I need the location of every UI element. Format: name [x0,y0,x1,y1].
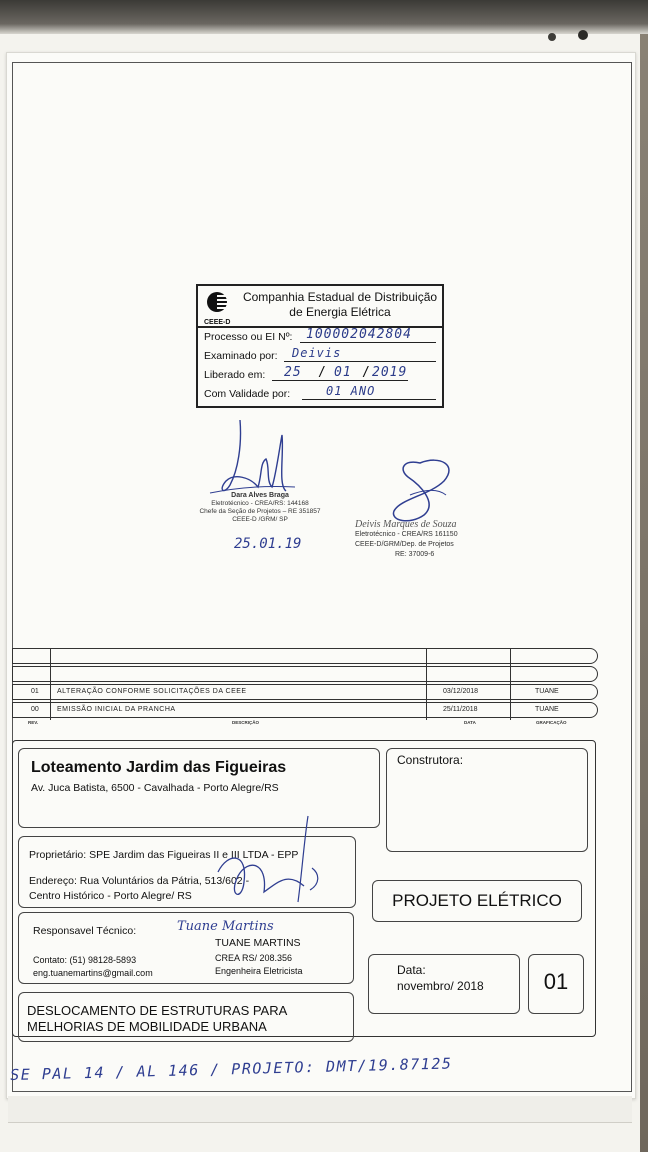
data-value: novembro/ 2018 [397,979,484,993]
projeto-label: PROJETO ELÉTRICO [392,891,562,910]
description-line1: DESLOCAMENTO DE ESTRUTURAS PARA [27,1003,288,1018]
company-line1: Companhia Estadual de Distribuição [242,290,438,304]
endereco-line2: Centro Histórico - Porto Alegre/ RS [29,890,192,902]
signature-right-scribble [380,455,460,525]
rev-header-rev: REV. [28,720,39,725]
rev-header-date: DATA [464,720,476,725]
rev-author: TUANE [535,688,559,695]
rev-header-desc: DESCRIÇÃO [232,720,260,725]
description-box [18,992,354,1042]
endereco-line1: Endereço: Rua Voluntários da Pátria, 513/602 - [29,875,250,887]
contato-email: eng.tuanemartins@gmail.com [33,968,153,978]
proprietario-text: Proprietário: SPE Jardim das Figueiras II e III LTDA - EPP [29,849,299,861]
rev-description: EMISSÃO INICIAL DA PRANCHA [57,706,176,713]
ceee-logo-icon [204,290,236,314]
rev-number: 00 [31,706,39,713]
sig-left-line2: Chefe da Seção de Projetos – RE 351857 [199,508,321,515]
sheet-number: 01 [543,969,569,994]
responsavel-label: Responsavel Técnico: [33,925,137,937]
responsavel-box [18,912,354,984]
data-box [368,954,520,1014]
construtora-label: Construtora: [397,753,464,767]
validade-value: 01 ANO [326,384,376,398]
stamp-company-name [238,290,442,320]
data-label: Data: [397,963,426,977]
under-sheet [8,1096,632,1123]
contato-phone: Contato: (51) 98128-5893 [33,955,137,965]
responsavel-name: TUANE MARTINS [215,937,301,949]
project-address: Av. Juca Batista, 6500 - Cavalhada - Porto Alegre/RS [31,782,279,794]
sig-left-line3: CEEE-D /GRM/ SP [232,516,288,523]
liberado-month: 01 [334,365,352,380]
binder-hole [578,30,588,40]
project-name: Loteamento Jardim das Figueiras [31,759,287,776]
stamp-validade-row [198,385,442,404]
rev-date: 03/12/2018 [443,688,479,695]
rev-col-divider [426,648,427,720]
rev-col-divider [510,648,511,720]
stamp-header [198,286,442,328]
processo-label: Processo ou EI Nº: [204,331,293,343]
construtora-box [386,748,588,852]
binder-hole [548,33,556,41]
sig-left-name: Dara Alves Braga [231,492,289,499]
stamp-liberado-row: Liberado em: 25 / 01 / 2019 [204,365,408,381]
liberado-year: 2019 [372,365,408,380]
rev-description: ALTERAÇÃO CONFORME SOLICITAÇÕES DA CEEE [57,688,247,695]
rev-header-author: GRAFICAÇÃO [536,720,567,725]
sig-left-line1: Eletrotécnico - CREA/RS: 144168 [211,500,309,507]
sig-right-line1: Eletrotécnico - CREA/RS 161150 [355,531,458,538]
validade-label: Com Validade por: [204,388,291,400]
rev-col-divider [50,648,51,720]
sig-right-name: Deivis Marques de Souza [355,519,457,530]
processo-value: 100002042804 [306,327,412,342]
sig-right-line2: CEEE-D/GRM/Dep. de Projetos [355,541,454,548]
examinado-value: Deivis [292,346,342,360]
responsavel-signature: Tuane Martins [177,919,274,934]
rev-date: 25/11/2018 [443,706,478,713]
company-line2: de Energia Elétrica [289,305,391,319]
description-line2: MELHORIAS DE MOBILIDADE URBANA [27,1019,267,1034]
sig-left-handwritten-date: 25.01.19 [234,536,302,552]
approval-stamp [196,284,444,408]
sheet-number-box [528,954,584,1014]
signature-left-text [170,492,350,524]
liberado-label: Liberado em: [204,369,266,381]
liberado-day: 25 [284,365,302,380]
signature-right-text [355,520,495,560]
rev-author: TUANE [535,706,559,713]
footer-handwritten-note: SE PAL 14 / AL 146 / PROJETO: DMT/19.87125 [10,1054,453,1084]
proprietario-signature [208,812,328,912]
projeto-box [372,880,582,922]
responsavel-crea: CREA RS/ 208.356 [215,953,293,963]
logo-text: CEEE-D [204,319,231,326]
responsavel-role: Engenheira Eletricista [215,966,303,976]
ceee-logo [204,290,236,326]
sig-right-line3: RE: 37009-6 [395,551,435,558]
rev-number: 01 [31,688,39,695]
sleeve-top-edge [0,0,648,34]
examinado-label: Examinado por: [204,350,278,362]
